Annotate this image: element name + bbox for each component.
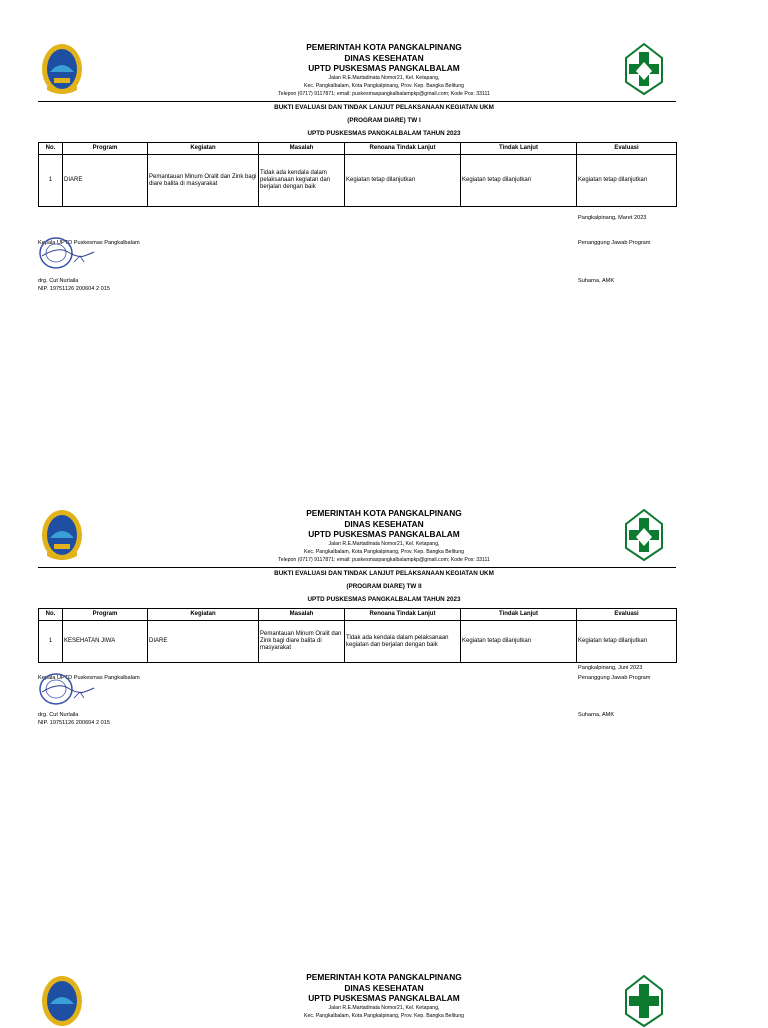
address-line-1: Jalan R.E.Martadinata Nomor21, Kel. Ketapang,	[328, 1004, 440, 1011]
cell-rencana: Tidak ada kendala dalam pelaksanaan kegiatan dan berjalan dengan baik	[345, 621, 461, 663]
right-signer-title: Penanggung Jawab Program	[578, 240, 651, 246]
address-line-2: Kec. Pangkalbalam, Kota Pangkalpinang, Prov. Kep. Bangka Belitung	[304, 548, 464, 555]
left-signer-name: drg. Cut Nurlaila	[38, 712, 79, 718]
cell-no: 1	[39, 155, 63, 207]
column-header: No.	[39, 143, 63, 155]
report-title: BUKTI EVALUASI DAN TINDAK LANJUT PELAKSANAAN KEGIATAN UKM	[274, 570, 494, 577]
cell-program: KESEHATAN JIWA	[63, 621, 148, 663]
column-header: Evaluasi	[577, 609, 677, 621]
column-header: Kegiatan	[148, 143, 259, 155]
report-year: UPTD PUSKESMAS PANGKALBALAM TAHUN 2023	[307, 130, 461, 137]
evaluation-table	[38, 142, 677, 207]
table-row	[39, 621, 677, 663]
agency-name: DINAS KESEHATAN	[344, 52, 424, 63]
report-title: BUKTI EVALUASI DAN TINDAK LANJUT PELAKSANAAN KEGIATAN UKM	[274, 104, 494, 111]
column-header: No.	[39, 609, 63, 621]
letterhead	[200, 508, 568, 564]
right-signer-name: Suharna, AMK	[578, 712, 615, 718]
health-cross-icon	[624, 974, 664, 1028]
report-subtitle: (PROGRAM DIARE) TW II	[346, 583, 422, 590]
column-header: Masalah	[259, 143, 345, 155]
evaluation-table	[38, 608, 677, 663]
column-header: Renoana Tindak Lanjut	[345, 609, 461, 621]
column-header: Program	[63, 609, 148, 621]
report-year: UPTD PUSKESMAS PANGKALBALAM TAHUN 2023	[307, 596, 461, 603]
city-emblem-icon	[40, 508, 84, 562]
column-header: Kegiatan	[148, 609, 259, 621]
left-signer-nip: NIP. 19751126 200604 2 015	[38, 720, 110, 726]
cell-kegiatan: Pemantauan Minum Oralit dan Zink bagi diare balita di masyarakat	[148, 155, 259, 207]
unit-name: UPTD PUSKESMAS PANGKALBALAM	[308, 529, 460, 539]
table-row	[39, 155, 677, 207]
column-header: Renoana Tindak Lanjut	[345, 143, 461, 155]
gov-name: PEMERINTAH KOTA PANGKALPINANG	[306, 508, 462, 518]
table-header-row	[39, 609, 677, 621]
contact-line: Telepon (0717) 9117871; email: puskesmaspangkalbalampkp@gmail.com; Kode Pos: 33111	[278, 556, 490, 563]
contact-line: Telepon (0717) 9117871; email: puskesmaspangkalbalampkp@gmail.com; Kode Pos: 33111	[278, 90, 490, 97]
gov-name: PEMERINTAH KOTA PANGKALPINANG	[306, 42, 462, 52]
cell-tindak-lanjut: Kegiatan tetap dilanjutkan	[461, 621, 577, 663]
health-cross-icon	[624, 508, 664, 562]
cell-evaluasi: Kegiatan tetap dilanjutkan	[577, 621, 677, 663]
letterhead-rule	[38, 567, 676, 568]
table-header-row	[39, 143, 677, 155]
cell-program: DIARE	[63, 155, 148, 207]
cell-kegiatan: DIARE	[148, 621, 259, 663]
address-line-2: Kec. Pangkalbalam, Kota Pangkalpinang, Prov. Kep. Bangka Belitung	[304, 82, 464, 89]
left-signer-name: drg. Cut Nurlaila	[38, 278, 79, 284]
health-cross-icon	[624, 42, 664, 96]
report-subtitle: (PROGRAM DIARE) TW I	[347, 117, 421, 124]
city-emblem-icon	[40, 42, 84, 96]
letterhead	[200, 42, 568, 98]
agency-name: DINAS KESEHATAN	[344, 982, 424, 993]
cell-masalah: Tidak ada kendala dalam pelaksanaan kegiatan dan berjalan dengan baik	[259, 155, 345, 207]
column-header: Program	[63, 143, 148, 155]
column-header: Tindak Lanjut	[461, 609, 577, 621]
city-emblem-icon	[40, 974, 84, 1028]
left-signer-title: Kepala UPTD Puskesmas Pangkalbalam	[38, 675, 140, 681]
agency-name: DINAS KESEHATAN	[344, 518, 424, 529]
letterhead	[200, 972, 568, 1020]
column-header: Evaluasi	[577, 143, 677, 155]
left-signer-nip: NIP. 19751126 200604 2 015	[38, 286, 110, 292]
place-date: Pangkalpinang, Maret 2023	[578, 215, 647, 221]
address-line-2: Kec. Pangkalbalam, Kota Pangkalpinang, Prov. Kep. Bangka Belitung	[304, 1012, 464, 1019]
cell-rencana: Kegiatan tetap dilanjutkan	[345, 155, 461, 207]
column-header: Tindak Lanjut	[461, 143, 577, 155]
right-signer-name: Suharna, AMK	[578, 278, 615, 284]
unit-name: UPTD PUSKESMAS PANGKALBALAM	[308, 993, 460, 1003]
address-line-1: Jalan R.E.Martadinata Nomor21, Kel. Ketapang,	[328, 74, 440, 81]
letterhead-rule	[38, 101, 676, 102]
official-stamp-icon	[38, 236, 96, 270]
unit-name: UPTD PUSKESMAS PANGKALBALAM	[308, 63, 460, 73]
cell-evaluasi: Kegiatan tetap dilanjutkan	[577, 155, 677, 207]
cell-masalah: Pemantauan Minum Oralit dan Zink bagi diare balita di masyarakat	[259, 621, 345, 663]
cell-no: 1	[39, 621, 63, 663]
official-stamp-icon	[38, 672, 96, 706]
address-line-1: Jalan R.E.Martadinata Nomor21, Kel. Ketapang,	[328, 540, 440, 547]
column-header: Masalah	[259, 609, 345, 621]
cell-tindak-lanjut: Kegiatan tetap dilanjutkan	[461, 155, 577, 207]
left-signer-title: Kepala UPTD Puskesmas Pangkalbalam	[38, 240, 140, 246]
place-date: Pangkalpinang, Juni 2023	[578, 665, 643, 671]
gov-name: PEMERINTAH KOTA PANGKALPINANG	[306, 972, 462, 982]
right-signer-title: Penanggung Jawab Program	[578, 675, 651, 681]
